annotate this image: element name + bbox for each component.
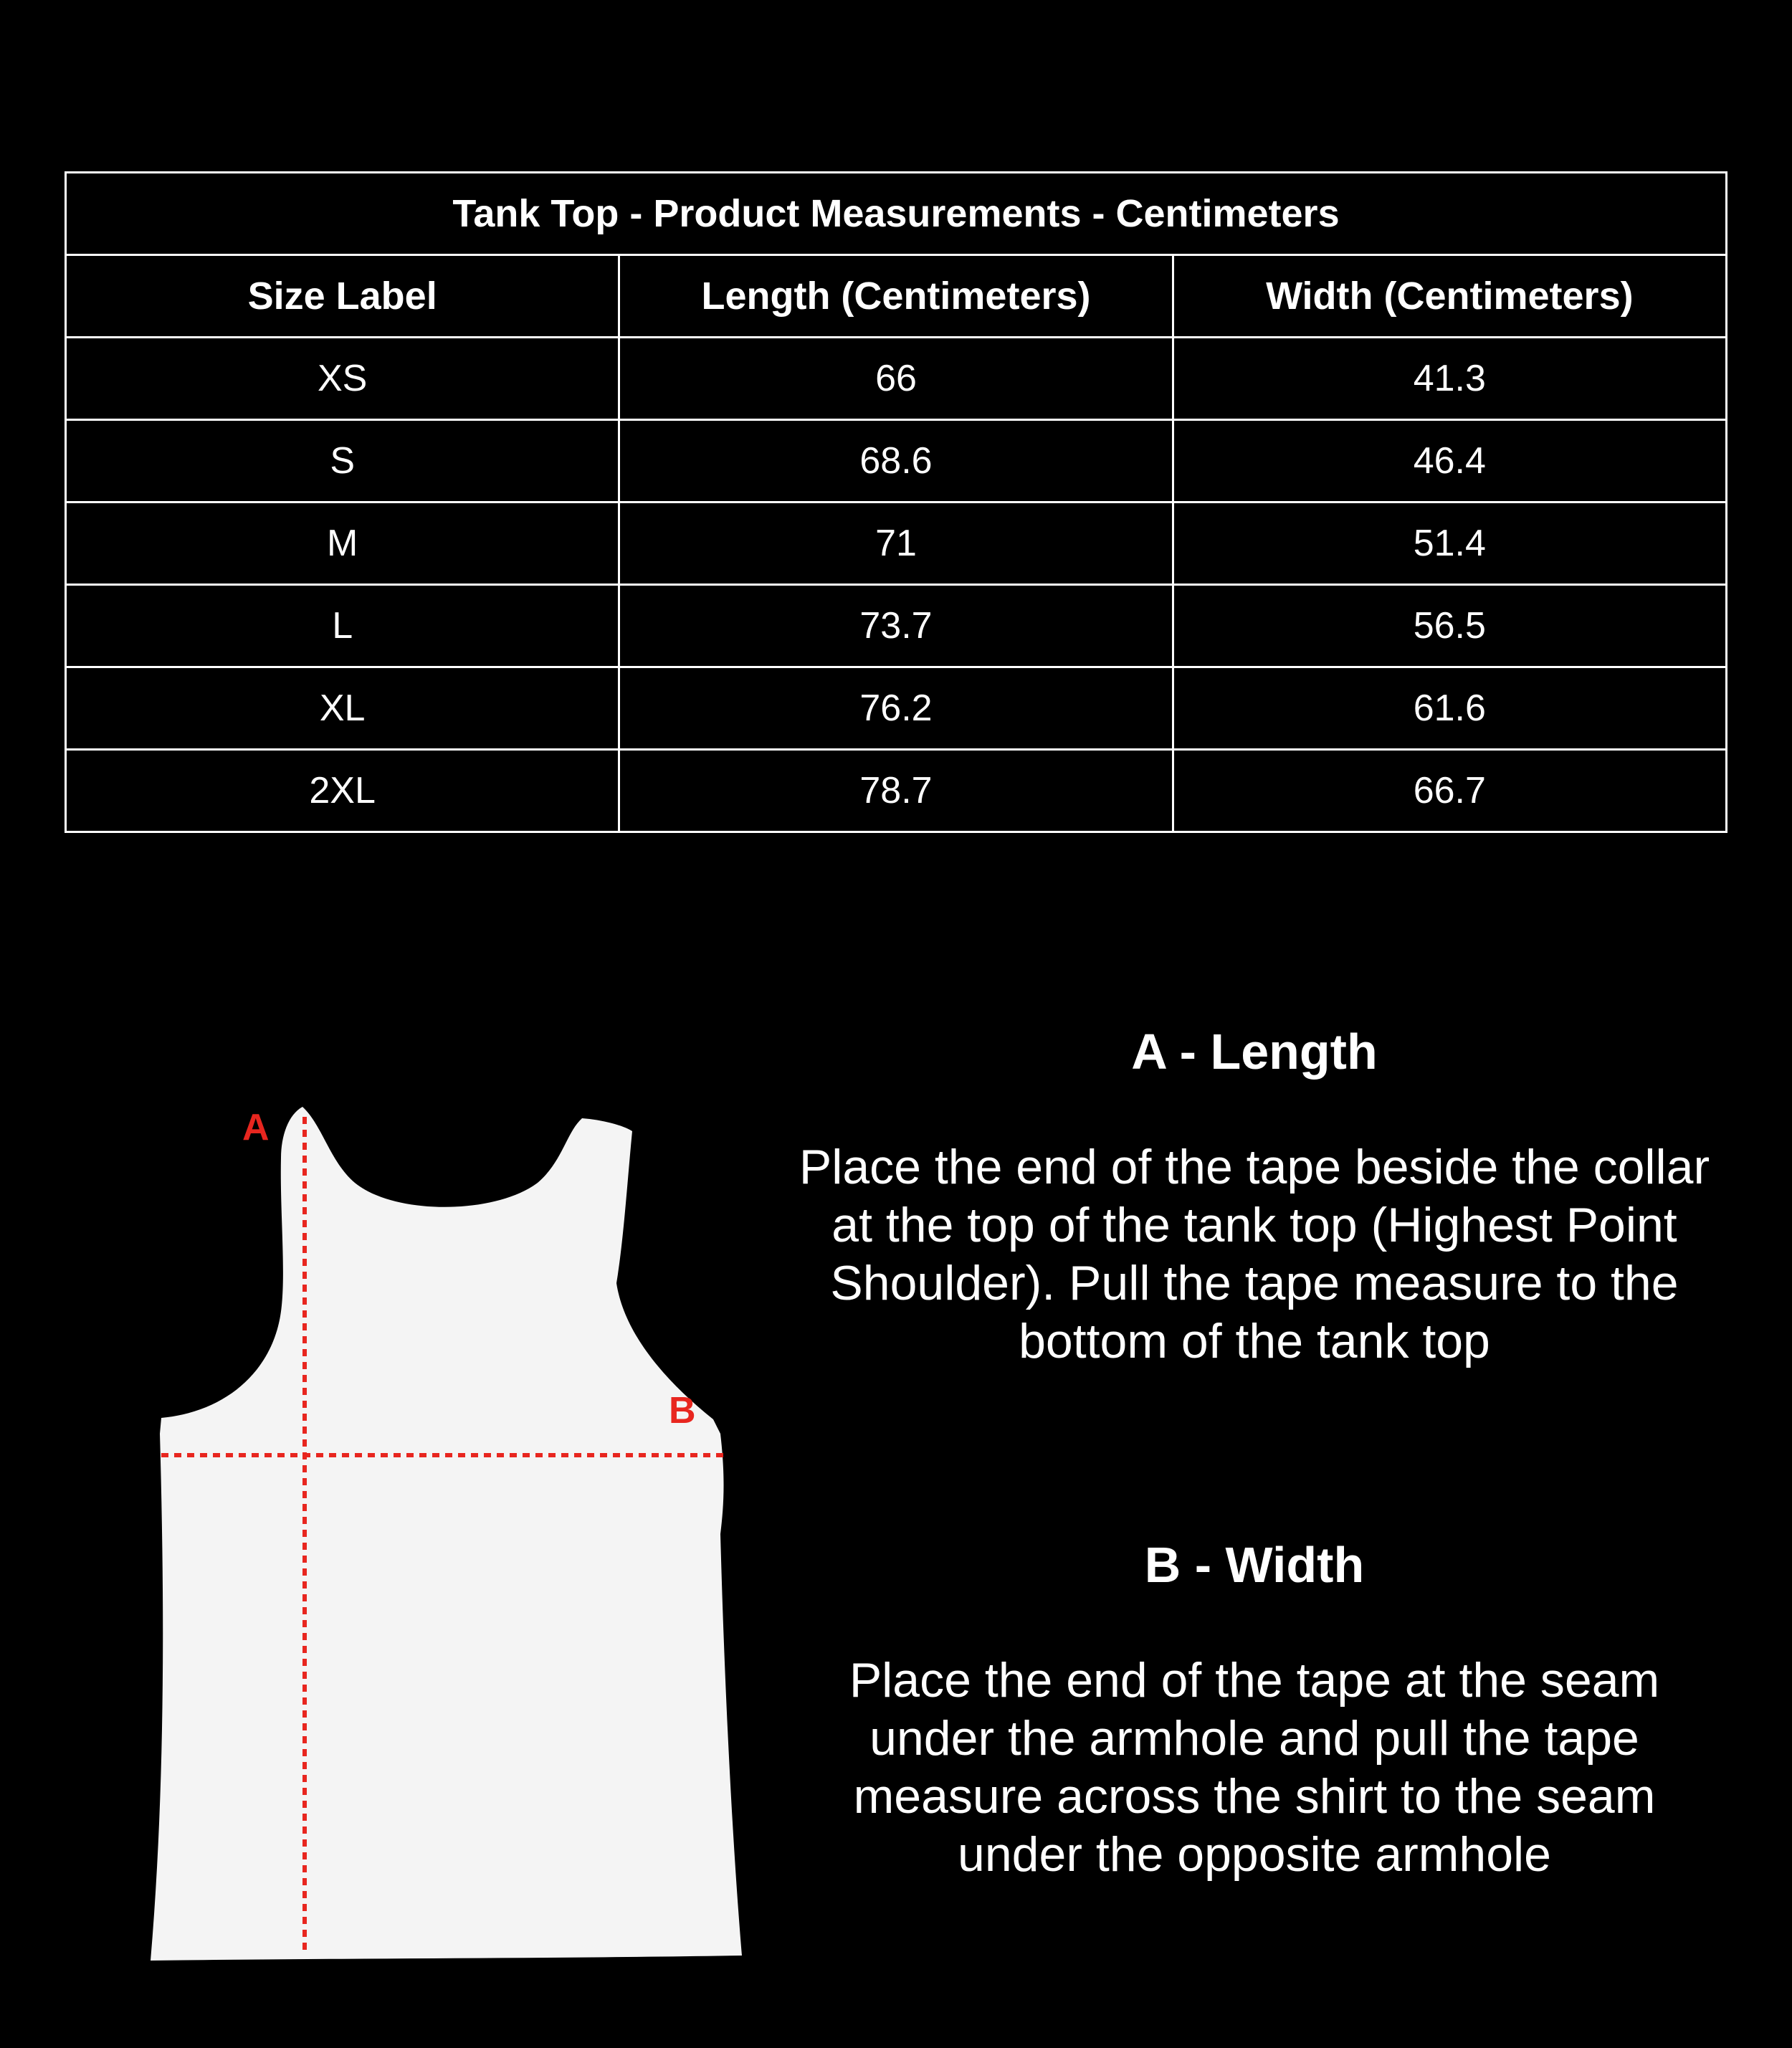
length-instructions xyxy=(796,1024,1713,1371)
cell-size: XL xyxy=(66,667,619,750)
cell-length: 76.2 xyxy=(619,667,1173,750)
header-length: Length (Centimeters) xyxy=(619,255,1173,338)
cell-size: L xyxy=(66,585,619,667)
tank-top-diagram xyxy=(29,1075,774,1978)
length-heading: A - Length xyxy=(1131,1024,1378,1080)
table-title: Tank Top - Product Measurements - Centimeters xyxy=(66,173,1727,255)
cell-size: XS xyxy=(66,338,619,420)
size-chart-table xyxy=(65,171,1727,833)
cell-length: 73.7 xyxy=(619,585,1173,667)
cell-width: 56.5 xyxy=(1173,585,1726,667)
header-width: Width (Centimeters) xyxy=(1173,255,1726,338)
width-description: Place the end of the tape at the seam under the armhole and pull the tape measure across the shirt to the seam under the opposite armhole xyxy=(849,1653,1660,1882)
table-row xyxy=(66,750,1727,832)
length-description: Place the end of the tape beside the collar at the top of the tank top (Highest Point Shoulder). Pull the tape measure to the bottom of the tank top xyxy=(799,1140,1710,1368)
table-row xyxy=(66,585,1727,667)
tank-top-garment xyxy=(151,1107,742,1961)
width-instructions xyxy=(796,1537,1713,1884)
cell-size: M xyxy=(66,503,619,585)
table-header-row xyxy=(66,255,1727,338)
table-title-row xyxy=(66,173,1727,255)
cell-length: 78.7 xyxy=(619,750,1173,832)
cell-width: 61.6 xyxy=(1173,667,1726,750)
cell-size: S xyxy=(66,420,619,503)
marker-b-label: B xyxy=(669,1390,696,1432)
marker-a-label: A xyxy=(242,1107,270,1148)
table-row xyxy=(66,420,1727,503)
cell-length: 68.6 xyxy=(619,420,1173,503)
table-row xyxy=(66,503,1727,585)
cell-width: 51.4 xyxy=(1173,503,1726,585)
cell-width: 46.4 xyxy=(1173,420,1726,503)
cell-width: 66.7 xyxy=(1173,750,1726,832)
table-row xyxy=(66,667,1727,750)
cell-width: 41.3 xyxy=(1173,338,1726,420)
table-row xyxy=(66,338,1727,420)
cell-length: 66 xyxy=(619,338,1173,420)
cell-length: 71 xyxy=(619,503,1173,585)
width-heading: B - Width xyxy=(1144,1537,1365,1593)
header-size-label: Size Label xyxy=(66,255,619,338)
cell-size: 2XL xyxy=(66,750,619,832)
